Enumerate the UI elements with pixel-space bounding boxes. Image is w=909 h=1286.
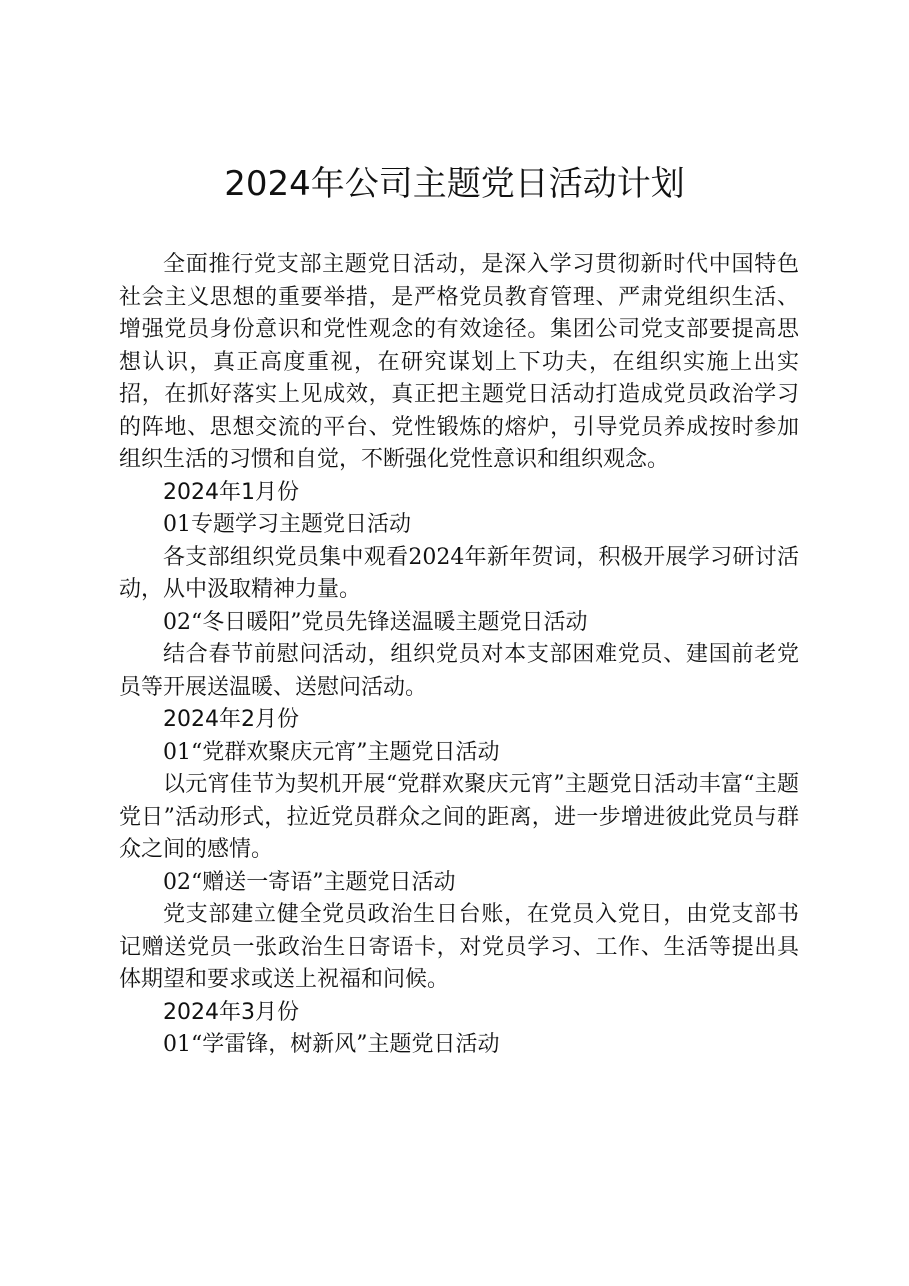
document-title: 2024年公司主题党日活动计划 — [224, 164, 685, 204]
month-heading: 2024年1月份 — [163, 479, 299, 505]
intro-paragraph: 全面推行党支部主题党日活动，是深入学习贯彻新时代中国特色社会主义思想的重要举措，是严格党员教育管理、严肃党组织生活、增强党员身份意识和党性观念的有效途径。集团公司党支部要提高思想认识，真正高度重视，在研究谋划上下功夫，在组织实施上出实招，在抓好落实上见成效，真正把主题党日活动打造成党员政治学习的阵地、思想交流的平台、党性锻炼的熔炉，引导党员养成按时参加组织生活的习惯和自觉，不断强化党性意识和组织观念。 — [119, 252, 799, 472]
activity-title: 02“冬日暖阳”党员先锋送温暖主题党日活动 — [163, 609, 588, 635]
activity-description: 结合春节前慰问活动，组织党员对本支部困难党员、建国前老党员等开展送温暖、送慰问活动。 — [119, 642, 799, 700]
activity-title: 01专题学习主题党日活动 — [163, 512, 411, 537]
activity-description: 各支部组织党员集中观看2024年新年贺词，积极开展学习研讨活动，从中汲取精神力量。 — [119, 544, 799, 602]
activity-title: 02“赠送一寄语”主题党日活动 — [163, 869, 456, 895]
activity-title: 01“党群欢聚庆元宵”主题党日活动 — [163, 739, 500, 765]
month-heading: 2024年3月份 — [163, 999, 299, 1025]
activity-description: 党支部建立健全党员政治生日台账，在党员入党日，由党支部书记赠送党员一张政治生日寄语卡，对党员学习、工作、生活等提出具体期望和要求或送上祝福和问候。 — [119, 902, 799, 992]
document-body — [119, 249, 799, 1062]
month-heading: 2024年2月份 — [163, 707, 299, 732]
activity-title: 01“学雷锋，树新风”主题党日活动 — [163, 1032, 500, 1057]
activity-description: 以元宵佳节为契机开展“党群欢聚庆元宵”主题党日活动丰富“主题党日”活动形式，拉近党员群众之间的距离，进一步增进彼此党员与群众之间的感情。 — [119, 772, 799, 862]
